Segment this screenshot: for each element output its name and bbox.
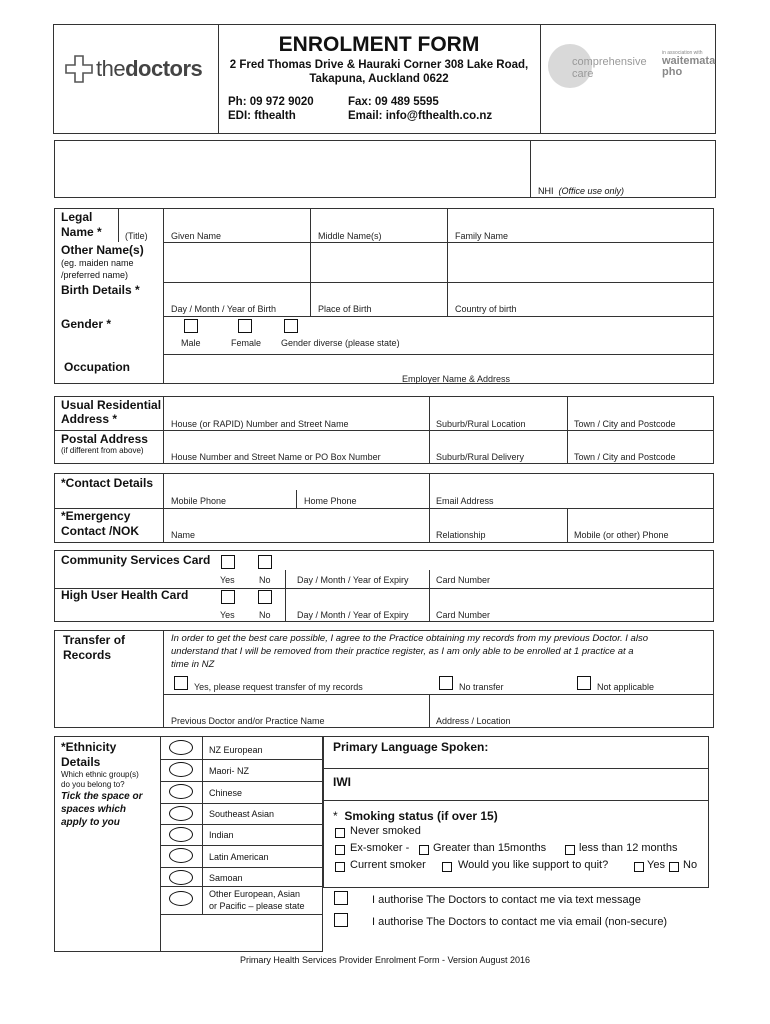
ethnic-option-radio[interactable] xyxy=(169,806,193,821)
authorise-email-checkbox[interactable] xyxy=(334,913,348,927)
birth-details-label: Birth Details * xyxy=(61,283,140,297)
ethnic-option-label: Southeast Asian xyxy=(209,809,275,819)
csc-no-checkbox[interactable] xyxy=(258,555,272,569)
other-names-label: Other Name(s) xyxy=(61,243,144,257)
header-divider xyxy=(540,24,541,134)
logo xyxy=(64,54,214,84)
waitemata-logo xyxy=(662,50,716,78)
other-names-sub: (eg. maiden name xyxy=(61,258,134,268)
ethnicity-label-2: Details xyxy=(61,755,101,769)
csc-yes-checkbox[interactable] xyxy=(221,555,235,569)
postal-address-label: Postal Address xyxy=(61,432,148,446)
address-line-2: Takapuna, Auckland 0622 xyxy=(309,73,449,85)
other-phone-caption: Mobile (or other) Phone xyxy=(574,530,669,540)
nhi-divider xyxy=(530,140,531,198)
ethnic-option-label: Maori- NZ xyxy=(209,766,249,776)
partner2-small: in association with xyxy=(662,50,703,56)
support-yes-checkbox[interactable] xyxy=(634,862,644,872)
contact-details-label: *Contact Details xyxy=(61,476,154,490)
primary-language-label: Primary Language Spoken: xyxy=(333,740,489,754)
place-of-birth-caption: Place of Birth xyxy=(318,304,372,314)
csc-yes-caption: Yes xyxy=(220,575,235,585)
mobile-phone-caption: Mobile Phone xyxy=(171,496,227,506)
ethnic-option-radio[interactable] xyxy=(169,891,193,906)
not-applicable-checkbox[interactable] xyxy=(577,676,591,690)
fax: Fax: 09 489 5595 xyxy=(348,96,439,108)
postal-delivery-caption: Suburb/Rural Delivery xyxy=(436,452,525,462)
gender-label: Gender * xyxy=(61,317,112,331)
relationship-caption: Relationship xyxy=(436,530,486,540)
current-smoker-checkbox[interactable] xyxy=(335,862,345,872)
ethnicity-tick-3: apply to you xyxy=(61,817,120,828)
partner1-line1: comprehensive xyxy=(572,56,647,68)
partner2-line2: pho xyxy=(662,66,683,78)
ethnic-row-line xyxy=(160,759,323,760)
logo-text-bold: doctors xyxy=(125,56,203,81)
dob-caption: Day / Month / Year of Birth xyxy=(171,304,277,314)
csc-no-caption: No xyxy=(259,575,271,585)
not-applicable-caption: Not applicable xyxy=(597,682,655,692)
postal-town-caption: Town / City and Postcode xyxy=(574,452,676,462)
ethnic-option-radio[interactable] xyxy=(169,762,193,777)
authorise-text-checkbox[interactable] xyxy=(334,891,348,905)
csc-number-caption: Card Number xyxy=(436,575,491,585)
nok-name-caption: Name xyxy=(171,530,196,540)
transfer-yes-caption: Yes, please request transfer of my records xyxy=(194,682,363,692)
support-no-checkbox[interactable] xyxy=(669,862,679,872)
huhc-yes-caption: Yes xyxy=(220,610,235,620)
logo-text-light: the xyxy=(96,56,126,81)
transfer-yes-checkbox[interactable] xyxy=(174,676,188,690)
legal-name-label: Legal xyxy=(61,210,93,224)
high-user-health-card-label: High User Health Card xyxy=(61,588,189,602)
phone: Ph: 09 972 9020 xyxy=(228,96,314,108)
male-caption: Male xyxy=(181,338,201,348)
iwi-label: IWI xyxy=(333,775,351,789)
legal-block xyxy=(54,208,714,384)
male-checkbox[interactable] xyxy=(184,319,198,333)
no-transfer-checkbox[interactable] xyxy=(439,676,453,690)
ethnic-other-label-2: or Pacific – please state xyxy=(209,901,305,911)
ethnic-option-radio[interactable] xyxy=(169,740,193,755)
occupation-label: Occupation xyxy=(64,360,131,374)
ethnicity-tick-2: spaces which xyxy=(61,804,127,815)
previous-address-caption: Address / Location xyxy=(436,716,511,726)
support-no-label: No xyxy=(683,859,698,871)
current-smoker-label: Current smoker xyxy=(350,859,426,871)
ethnic-option-radio[interactable] xyxy=(169,870,193,885)
town-caption: Town / City and Postcode xyxy=(574,419,676,429)
smoking-status-label: * Smoking status (if over 15) xyxy=(333,809,498,823)
family-name-caption: Family Name xyxy=(455,231,509,241)
ethnic-option-label: Latin American xyxy=(209,852,269,862)
partner2-line1: waitemata xyxy=(662,55,716,67)
title-caption: (Title) xyxy=(125,231,148,241)
ex-smoker-checkbox[interactable] xyxy=(335,845,345,855)
suburb-caption: Suburb/Rural Location xyxy=(436,419,526,429)
edi: EDI: fthealth xyxy=(228,110,296,122)
huhc-yes-checkbox[interactable] xyxy=(221,590,235,604)
form-title: ENROLMENT FORM xyxy=(278,33,480,56)
residential-address-label-2: Address * xyxy=(61,412,118,426)
support-quit-checkbox[interactable] xyxy=(442,862,452,872)
gender-diverse-caption: Gender diverse (please state) xyxy=(281,338,400,348)
transfer-records-label-2: Records xyxy=(63,648,112,662)
ethnicity-tick-1: Tick the space or xyxy=(61,791,143,802)
ethnic-option-label: Indian xyxy=(209,830,234,840)
nhi-label: NHI (Office use only) xyxy=(538,186,625,196)
greater-15-months-checkbox[interactable] xyxy=(419,845,429,855)
other-names-sub-2: /preferred name) xyxy=(61,270,129,280)
transfer-consent-line2: understand that I will be removed from their practice register, as I am only able to be enrolled at 1 practice at a xyxy=(171,646,634,657)
comprehensive-care-logo xyxy=(548,44,648,94)
ethnic-option-label: NZ European xyxy=(209,745,263,755)
ex-smoker-label: Ex-smoker - xyxy=(350,842,410,854)
ethnicity-sub-1: Which ethnic group(s) xyxy=(61,770,139,779)
huhc-expiry-caption: Day / Month / Year of Expiry xyxy=(297,610,409,620)
legal-name-label-2: Name * xyxy=(61,225,102,239)
email: Email: info@fthealth.co.nz xyxy=(348,110,493,122)
female-checkbox[interactable] xyxy=(238,319,252,333)
huhc-no-caption: No xyxy=(259,610,271,620)
csc-expiry-caption: Day / Month / Year of Expiry xyxy=(297,575,409,585)
home-phone-caption: Home Phone xyxy=(304,496,357,506)
partner1-line2: care xyxy=(572,68,594,80)
residential-address-label: Usual Residential xyxy=(61,398,162,412)
house-caption: House (or RAPID) Number and Street Name xyxy=(171,419,349,429)
never-smoked-label: Never smoked xyxy=(350,825,421,837)
given-name-caption: Given Name xyxy=(171,231,222,241)
support-quit-label: Would you like support to quit? xyxy=(458,859,609,871)
logo-cross-icon xyxy=(64,54,94,84)
ethnic-other-label: Other European, Asian xyxy=(209,889,301,899)
authorise-text-label: I authorise The Doctors to contact me via text message xyxy=(372,894,641,906)
no-transfer-caption: No transfer xyxy=(459,682,504,692)
transfer-consent-line1: In order to get the best care possible, I agree to the Practice obtaining my records from my previous Doctor. I also xyxy=(171,633,648,644)
female-caption: Female xyxy=(231,338,262,348)
transfer-block xyxy=(54,630,714,728)
huhc-no-checkbox[interactable] xyxy=(258,590,272,604)
email-address-caption: Email Address xyxy=(436,496,494,506)
ethnic-option-radio[interactable] xyxy=(169,848,193,863)
less-12-months-checkbox[interactable] xyxy=(565,845,575,855)
ethnicity-label: *Ethnicity xyxy=(61,740,117,754)
never-smoked-checkbox[interactable] xyxy=(335,828,345,838)
country-of-birth-caption: Country of birth xyxy=(455,304,517,314)
previous-doctor-caption: Previous Doctor and/or Practice Name xyxy=(171,716,325,726)
transfer-consent-line3: time in NZ xyxy=(171,659,215,670)
greater-15-months-label: Greater than 15months xyxy=(433,842,547,854)
postal-house-caption: House Number and Street Name or PO Box Number xyxy=(171,452,381,462)
ethnic-option-label: Chinese xyxy=(209,788,243,798)
address-line-1: 2 Fred Thomas Drive & Hauraki Corner 308 Lake Road, xyxy=(229,59,529,71)
ethnic-option-radio[interactable] xyxy=(169,784,193,799)
authorise-email-label: I authorise The Doctors to contact me via email (non-secure) xyxy=(372,916,668,928)
ethnic-option-label: Samoan xyxy=(209,873,243,883)
huhc-number-caption: Card Number xyxy=(436,610,491,620)
emergency-contact-label-2: Contact /NOK xyxy=(61,524,139,538)
transfer-records-label: Transfer of xyxy=(63,633,126,647)
postal-address-sub: (if different from above) xyxy=(61,446,144,455)
less-12-months-label: less than 12 months xyxy=(579,842,678,854)
support-yes-label: Yes xyxy=(647,859,665,871)
footer-text: Primary Health Services Provider Enrolment Form - Version August 2016 xyxy=(239,955,531,965)
community-services-card-label: Community Services Card xyxy=(61,553,211,567)
emergency-contact-label: *Emergency xyxy=(61,509,131,523)
ethnicity-sub-2: do you belong to? xyxy=(61,780,125,789)
gender-diverse-checkbox[interactable] xyxy=(284,319,298,333)
employer-caption: Employer Name & Address xyxy=(402,374,511,384)
ethnic-option-radio[interactable] xyxy=(169,827,193,842)
middle-name-caption: Middle Name(s) xyxy=(318,231,382,241)
